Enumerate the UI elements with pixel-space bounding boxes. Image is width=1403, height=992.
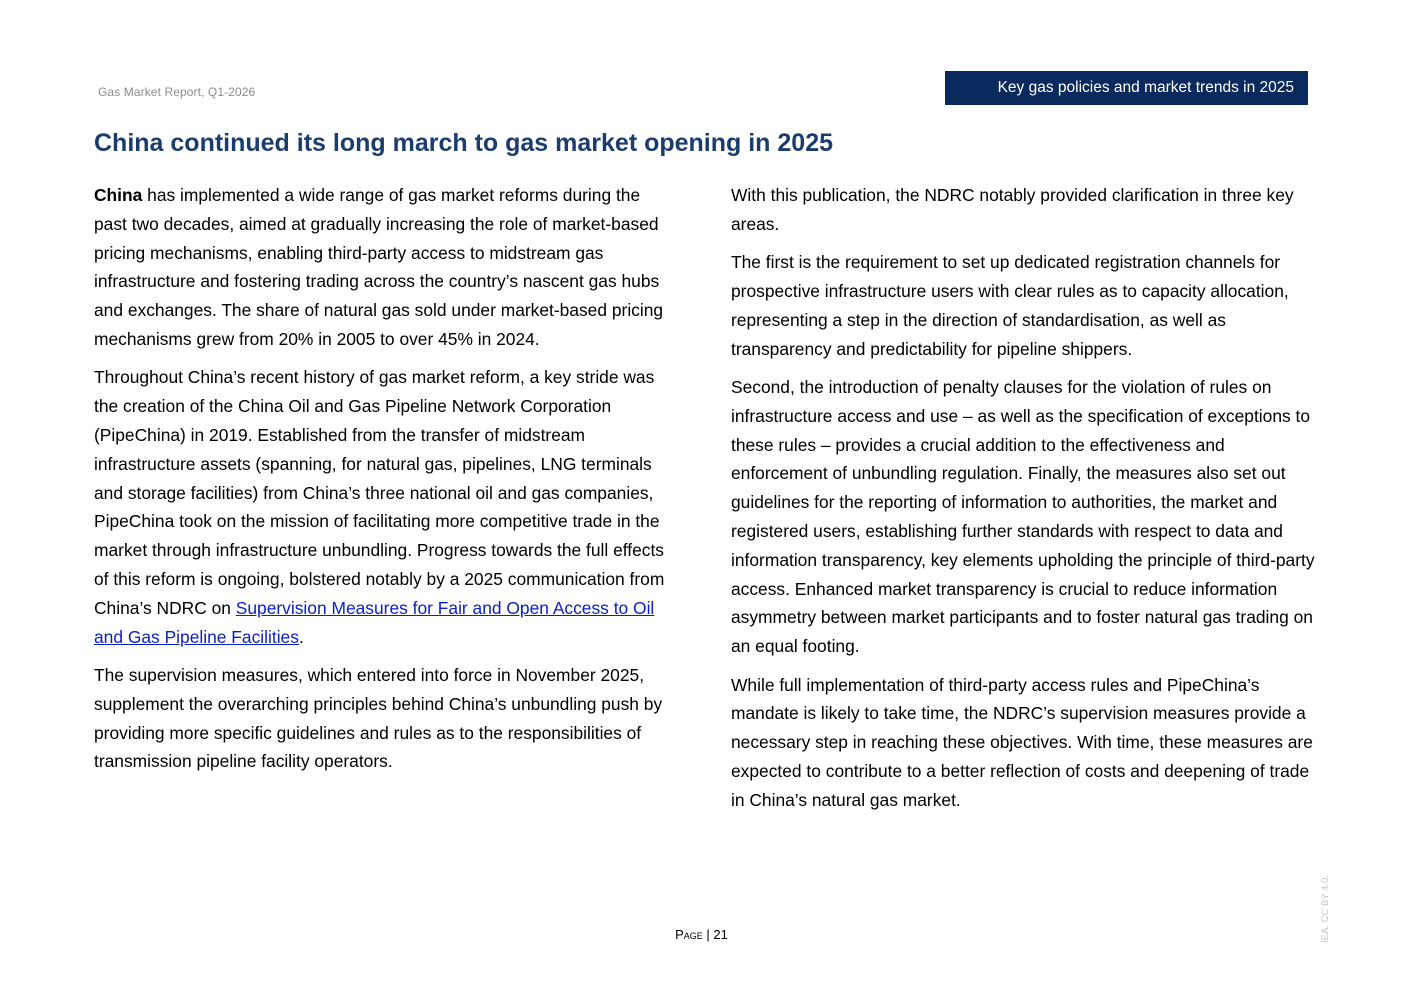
paragraph-end: .: [298, 626, 304, 647]
right-column: [731, 181, 1316, 824]
report-name: Gas Market Report, Q1-2026: [98, 85, 256, 99]
paragraph-pipechina: [94, 363, 676, 651]
paragraph-clarification: With this publication, the NDRC notably provided clarification in three key areas.: [731, 185, 1294, 234]
paragraph-reforms: [94, 181, 676, 354]
supervision-measures-link[interactable]: Supervision Measures for Fair and Open Access to Oil and Gas Pipeline Facilities: [94, 597, 655, 647]
paragraph-text: Throughout China’s recent history of gas market reform, a key stride was the creation of the China Oil and Gas Pipeline Network Corporation (PipeChina) in 2019. Established from the transfer of midstream infrastructure assets (spanning, for natural gas, pipelines, LNG terminals and storage facilities) from China’s three national oil and gas companies, PipeChina took on the mission of facilitating more competitive trade in the market through infrastructure unbundling. Progress towards the full effects of this reform is ongoing, bolstered notably by a 2025 communication from China’s NDRC on: [94, 367, 665, 618]
page-separator: |: [702, 927, 714, 942]
left-column: [94, 181, 676, 786]
paragraph-implementation: While full implementation of third-party access rules and PipeChina’s mandate is likely to take time, the NDRC’s supervision measures provide a necessary step in reaching these objectives. With time, these measures are expected to contribute to a better reflection of costs and deepening of trade in China’s natural gas market.: [731, 674, 1313, 810]
page-label: Page: [675, 927, 703, 942]
section-banner: Key gas policies and market trends in 2025: [945, 71, 1308, 105]
paragraph-penalty: Second, the introduction of penalty clauses for the violation of rules on infrastructure access and use – as well as the specification of exceptions to these rules – provides a crucial addition to the effectiveness and enforcement of unbundling regulation. Finally, the measures also set out guidelines for the reporting of information to authorities, the market and registered users, establishing further standards with respect to data and information transparency, key elements upholding the principle of third-party access. Enhanced market transparency is crucial to reduce information asymmetry between market participants and to foster natural gas trading on an equal footing.: [731, 376, 1315, 657]
page-title: China continued its long march to gas market opening in 2025: [94, 129, 834, 157]
page-number: [0, 927, 1403, 942]
license-note: IEA. CC BY 4.0.: [1320, 875, 1331, 943]
paragraph-text: has implemented a wide range of gas market reforms during the past two decades, aimed at gradually increasing the role of market-based pricing mechanisms, enabling third-party access to midstream gas infrastructure and fostering trading across the country’s nascent gas hubs and exchanges. The share of natural gas sold under market-based pricing mechanisms grew from 20% in 2005 to over 45% in 2024.: [94, 185, 664, 349]
paragraph-supervision: The supervision measures, which entered into force in November 2025, supplement the overarching principles behind China’s unbundling push by providing more specific guidelines and rules as to the responsibilities of transmission pipeline facility operators.: [94, 664, 663, 772]
page-number-value: 21: [713, 927, 728, 942]
lead-word: China: [94, 185, 143, 205]
paragraph-registration: The first is the requirement to set up dedicated registration channels for prospective infrastructure users with clear rules as to capacity allocation, representing a step in the direction of standardisation, as well as transparency and predictability for pipeline shippers.: [731, 252, 1289, 359]
